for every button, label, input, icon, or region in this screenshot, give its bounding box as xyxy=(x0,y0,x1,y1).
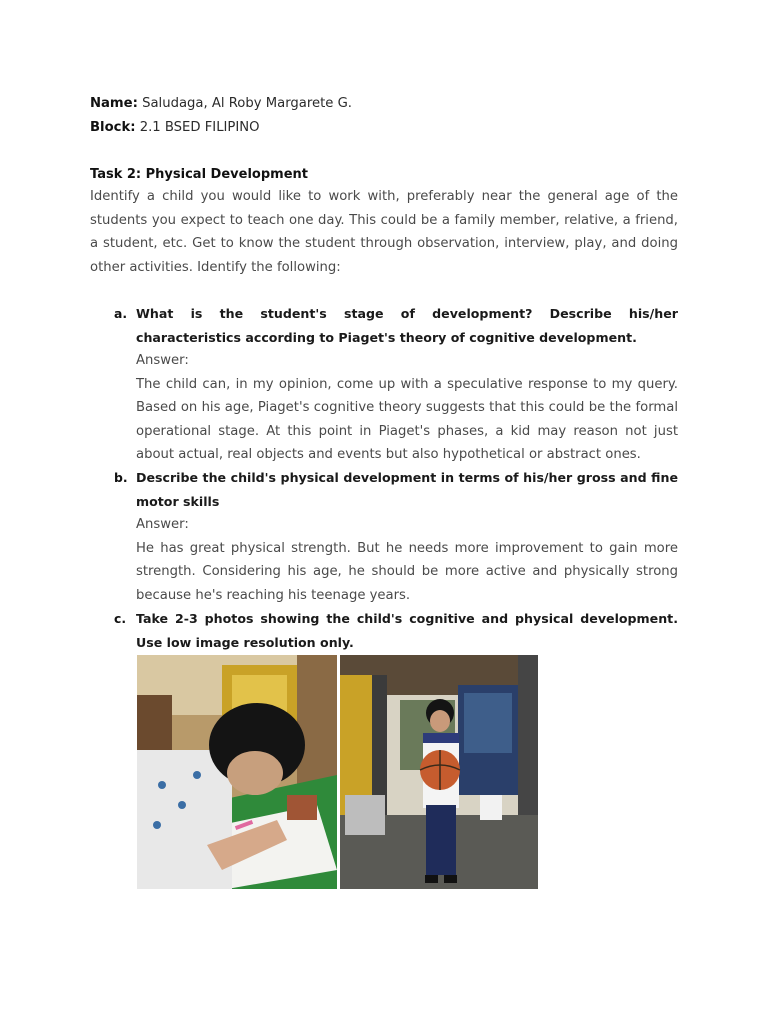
name-value: Saludaga, Al Roby Margarete G. xyxy=(137,96,352,111)
name-label: Name: xyxy=(90,96,138,111)
question-b: Describe the child's physical development in terms of his/her gross and fine motor skills xyxy=(136,470,678,509)
list-marker: c. xyxy=(114,611,127,626)
answer-label-a: Answer: xyxy=(136,353,189,368)
task-title: Task 2: Physical Development xyxy=(90,167,308,182)
photo-child-basketball xyxy=(340,655,538,889)
task-intro: Identify a child you would like to work with, preferably near the general age of the students you expect to teach one day. This could be a family member, relative, a friend, a student, etc. Get to know the student through observation, interview, play, and doing other activities. Identify the following: xyxy=(90,189,678,275)
answer-label-b: Answer: xyxy=(136,517,189,532)
question-a: What is the student's stage of development? Describe his/her characteristics according to Piaget's theory of cognitive development. xyxy=(136,306,678,345)
list-marker: b. xyxy=(114,470,128,485)
list-item-b xyxy=(114,466,678,607)
block-label: Block: xyxy=(90,120,136,135)
answer-a: The child can, in my opinion, come up with a speculative response to my query. Based on his age, Piaget's cognitive theory suggests that this could be the formal operational stage. At this point in Piaget's phases, a kid may reason not just about actual, real objects and events but also hypothetical or abstract ones. xyxy=(136,376,678,462)
name-line xyxy=(90,95,352,113)
photo-child-writing xyxy=(137,655,337,889)
block-line xyxy=(90,119,260,137)
list-marker: a. xyxy=(114,306,128,321)
list-item-c xyxy=(114,607,678,654)
answer-b: He has great physical strength. But he needs more improvement to gain more strength. Considering his age, he should be more active and physically strong because he's reaching his teenage years. xyxy=(136,540,678,603)
list-item-a xyxy=(114,302,678,467)
question-c: Take 2-3 photos showing the child's cognitive and physical development. Use low image resolution only. xyxy=(136,611,678,650)
block-value: 2.1 BSED FILIPINO xyxy=(135,120,260,135)
